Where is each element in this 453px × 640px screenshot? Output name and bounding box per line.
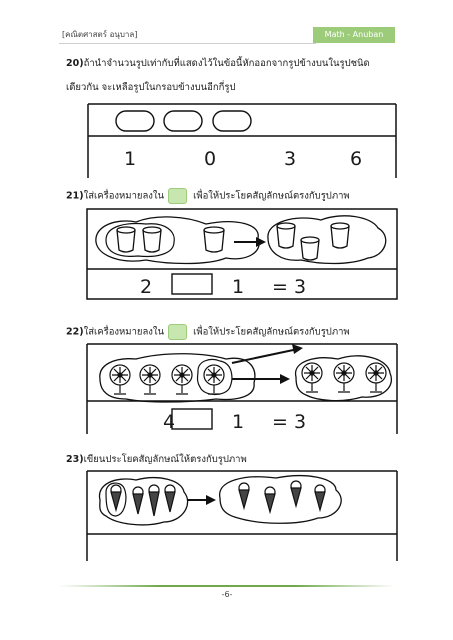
q22-text-post: เพื่อให้ประโยคสัญลักษณ์ตรงกับรูปภาพ xyxy=(193,326,350,338)
ice-cream-icon xyxy=(111,485,121,510)
ice-cream-icon xyxy=(165,485,175,512)
q23-text: เขียนประโยคสัญลักษณ์ให้ตรงกับรูปภาพ xyxy=(83,454,247,465)
q20-option-2: 0 xyxy=(204,148,217,170)
fan-icon xyxy=(366,363,386,392)
q21-text-post: เพื่อให้ประโยคสัญลักษณ์ตรงกับรูปภาพ xyxy=(193,190,350,202)
q22-result: = 3 xyxy=(272,411,307,433)
fan-icon xyxy=(334,363,354,392)
rounded-rect-shape xyxy=(164,111,202,131)
cup-icon xyxy=(301,237,319,260)
q23-prompt xyxy=(66,454,247,466)
ice-cream-icon xyxy=(291,481,301,506)
fan-icon xyxy=(172,365,192,394)
q22-number: 22) xyxy=(66,326,84,338)
right-arrow-icon xyxy=(234,237,266,247)
right-arrow-icon xyxy=(232,374,290,384)
q20-text-line1: ถ้านำจำนวนรูปเท่ากับที่แสดงไว้ในข้อนี้หักออกจากรูปข้างบนในรูปชนิด xyxy=(83,58,370,69)
q23-icecream-picture xyxy=(86,470,398,562)
right-arrow-icon xyxy=(232,344,303,363)
q21-text-pre: ใส่เครื่องหมายลงใน xyxy=(83,190,165,202)
header-course-tag: Math - Anuban xyxy=(313,27,395,43)
q20-option-1: 1 xyxy=(124,148,137,170)
ice-cream-icon xyxy=(149,485,159,516)
q21-number: 21) xyxy=(66,190,84,202)
q23-diagram xyxy=(86,470,398,562)
cup-icon xyxy=(277,223,295,248)
cup-icon xyxy=(143,227,161,252)
q21-prompt xyxy=(66,188,350,204)
cup-icon xyxy=(117,227,135,252)
q21-right-value: 1 xyxy=(232,276,245,298)
fan-icon xyxy=(302,363,322,392)
q20-text-line2: เดียวกัน จะเหลือรูปในกรอบข้างบนอีกกี่รูป xyxy=(66,82,236,93)
q20-prompt-line1 xyxy=(66,58,370,70)
q20-number: 20) xyxy=(66,58,84,69)
ice-cream-icon xyxy=(265,487,275,512)
q20-option-3: 3 xyxy=(284,148,297,170)
q21-result: = 3 xyxy=(272,276,307,298)
q21-answer-box xyxy=(172,274,212,294)
q22-prompt xyxy=(66,324,350,340)
answer-box-icon xyxy=(168,188,187,204)
rounded-rect-shape xyxy=(116,111,154,131)
answer-box-icon xyxy=(168,324,187,340)
ice-cream-icon xyxy=(133,487,143,514)
page-number: -6- xyxy=(221,590,233,599)
q23-number: 23) xyxy=(66,454,84,465)
q21-left-value: 2 xyxy=(140,276,153,298)
ice-cream-icon xyxy=(239,483,249,508)
fan-icon xyxy=(140,365,160,394)
right-arrow-icon xyxy=(188,495,216,505)
fan-icon xyxy=(110,365,130,394)
header-subject: [คณิตศาสตร์ อนุบาล] xyxy=(59,27,316,44)
q20-option-4: 6 xyxy=(350,148,363,170)
footer-divider xyxy=(59,585,395,587)
q22-right-value: 1 xyxy=(232,411,245,433)
rounded-rect-shape xyxy=(213,111,251,131)
cup-icon xyxy=(331,223,349,248)
ice-cream-icon xyxy=(315,485,325,510)
q22-left-value: 4 xyxy=(163,411,176,433)
fan-icon xyxy=(204,365,224,394)
q22-text-pre: ใส่เครื่องหมายลงใน xyxy=(83,326,165,338)
q22-answer-box xyxy=(172,409,212,429)
cup-icon xyxy=(204,227,224,252)
